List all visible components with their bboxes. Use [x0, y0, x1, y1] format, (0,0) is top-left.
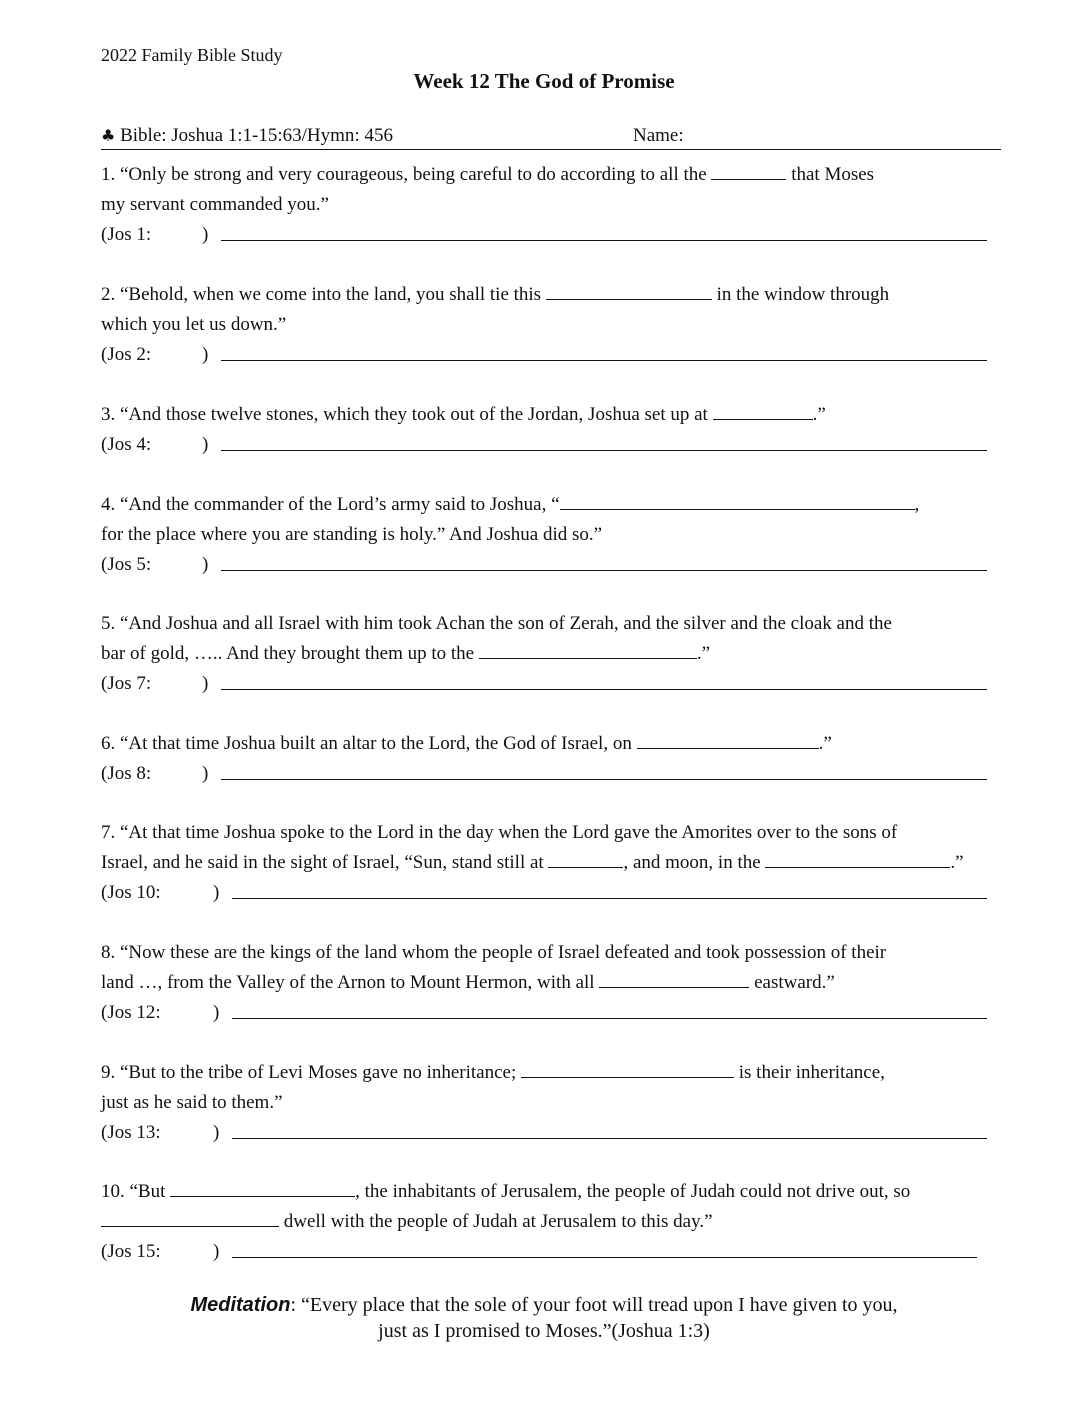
verse-reference [101, 550, 991, 580]
verse-reference [101, 998, 991, 1028]
verse-ref-close: ) [213, 1002, 220, 1023]
question-line: dwell with the people of Judah at Jerusalem to this day.” [101, 1207, 991, 1237]
verse-reference [101, 430, 991, 460]
question-line: 9. “But to the tribe of Levi Moses gave no inheritance; is their inheritance, [101, 1058, 991, 1088]
verse-reference [101, 1118, 991, 1148]
fill-in-blank[interactable] [170, 1178, 355, 1197]
verse-ref-label: (Jos 2: [101, 344, 152, 365]
question-line: 7. “At that time Joshua spoke to the Lord in the day when the Lord gave the Amorites over to the sons of [101, 822, 898, 843]
question-line: bar of gold, ….. And they brought them up to the .” [101, 639, 991, 669]
bible-reading-text: Bible: Joshua 1:1-15:63/Hymn: 456 [120, 125, 393, 146]
answer-line[interactable] [221, 779, 987, 780]
question-2 [101, 280, 991, 370]
answer-line[interactable] [232, 1257, 977, 1258]
verse-ref-close: ) [202, 344, 209, 365]
question-3 [101, 400, 991, 460]
info-row [101, 125, 1001, 150]
name-field-label: Name: [633, 125, 684, 146]
bible-reading [101, 125, 393, 147]
fill-in-blank[interactable] [560, 491, 915, 510]
question-line: land …, from the Valley of the Arnon to Mount Hermon, with all eastward.” [101, 968, 991, 998]
study-title: 2022 Family Bible Study [101, 45, 283, 65]
verse-ref-close: ) [202, 763, 209, 784]
answer-line[interactable] [221, 689, 987, 690]
verse-ref-close: ) [202, 554, 209, 575]
page-title: Week 12 The God of Promise [413, 69, 675, 93]
fill-in-blank[interactable] [637, 730, 819, 749]
fill-in-blank[interactable] [765, 849, 950, 868]
meditation-colon: : [290, 1294, 297, 1316]
verse-ref-close: ) [202, 673, 209, 694]
answer-line[interactable] [221, 450, 987, 451]
verse-ref-label: (Jos 15: [101, 1241, 161, 1262]
meditation-label: Meditation [190, 1294, 291, 1316]
verse-ref-label: (Jos 8: [101, 763, 152, 784]
answer-line[interactable] [232, 1018, 987, 1019]
question-6 [101, 729, 991, 789]
verse-reference [101, 220, 991, 250]
answer-line[interactable] [232, 1138, 987, 1139]
question-line: 1. “Only be strong and very courageous, being careful to do according to all the that Moses [101, 160, 991, 190]
question-7 [101, 818, 991, 908]
club-icon: ♣ [101, 126, 116, 145]
verse-ref-label: (Jos 7: [101, 673, 152, 694]
question-line: Israel, and he said in the sight of Israel, “Sun, stand still at , and moon, in the .” [101, 848, 991, 878]
fill-in-blank[interactable] [546, 281, 712, 300]
verse-ref-label: (Jos 12: [101, 1002, 161, 1023]
verse-reference [101, 1237, 991, 1267]
answer-line[interactable] [232, 898, 987, 899]
fill-in-blank[interactable] [101, 1208, 279, 1227]
verse-ref-close: ) [213, 1241, 220, 1262]
verse-reference [101, 669, 991, 699]
verse-ref-label: (Jos 13: [101, 1122, 161, 1143]
meditation-line-1 [0, 1292, 1088, 1318]
question-8 [101, 938, 991, 1028]
meditation [0, 1292, 1088, 1344]
question-line: 10. “But , the inhabitants of Jerusalem, the people of Judah could not drive out, so [101, 1177, 991, 1207]
verse-reference [101, 340, 991, 370]
question-line: 4. “And the commander of the Lord’s army said to Joshua, “ , [101, 490, 991, 520]
question-line: which you let us down.” [101, 314, 287, 335]
verse-ref-close: ) [213, 882, 220, 903]
fill-in-blank[interactable] [521, 1059, 734, 1078]
verse-ref-close: ) [202, 434, 209, 455]
question-1 [101, 160, 991, 250]
verse-ref-label: (Jos 4: [101, 434, 152, 455]
question-line: 3. “And those twelve stones, which they took out of the Jordan, Joshua set up at .” [101, 400, 991, 430]
question-line: for the place where you are standing is holy.” And Joshua did so.” [101, 524, 603, 545]
verse-ref-label: (Jos 1: [101, 224, 152, 245]
verse-reference [101, 759, 991, 789]
fill-in-blank[interactable] [713, 401, 813, 420]
question-9 [101, 1058, 991, 1148]
fill-in-blank[interactable] [479, 640, 697, 659]
question-line: 6. “At that time Joshua built an altar to the Lord, the God of Israel, on .” [101, 729, 991, 759]
fill-in-blank[interactable] [548, 849, 623, 868]
question-5 [101, 609, 991, 699]
question-line: 5. “And Joshua and all Israel with him took Achan the son of Zerah, and the silver and the cloak and the [101, 613, 892, 634]
fill-in-blank[interactable] [599, 969, 749, 988]
question-4 [101, 490, 991, 580]
answer-line[interactable] [221, 360, 987, 361]
meditation-text-1: “Every place that the sole of your foot will tread upon I have given to you, [296, 1294, 898, 1316]
meditation-line-2: just as I promised to Moses.”(Joshua 1:3) [378, 1320, 710, 1342]
answer-line[interactable] [221, 570, 987, 571]
question-line: 2. “Behold, when we come into the land, you shall tie this in the window through [101, 280, 991, 310]
question-10 [101, 1177, 991, 1267]
fill-in-blank[interactable] [711, 161, 786, 180]
verse-reference [101, 878, 991, 908]
answer-line[interactable] [221, 240, 987, 241]
verse-ref-label: (Jos 10: [101, 882, 161, 903]
question-line: just as he said to them.” [101, 1092, 283, 1113]
verse-ref-close: ) [202, 224, 209, 245]
verse-ref-close: ) [213, 1122, 220, 1143]
verse-ref-label: (Jos 5: [101, 554, 152, 575]
question-line: my servant commanded you.” [101, 194, 329, 215]
question-line: 8. “Now these are the kings of the land whom the people of Israel defeated and took possession of their [101, 942, 887, 963]
